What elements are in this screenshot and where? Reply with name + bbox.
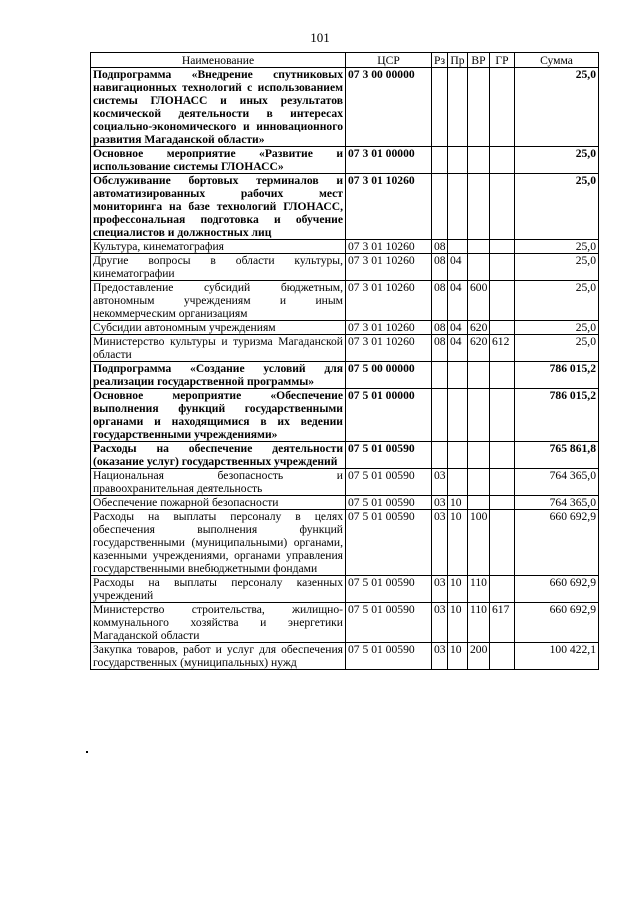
cell-vr	[468, 174, 490, 240]
cell-pr: 10	[448, 510, 468, 576]
cell-rz: 03	[432, 496, 448, 510]
cell-csr: 07 5 01 00590	[346, 576, 432, 603]
cell-sum: 660 692,9	[515, 510, 599, 576]
cell-name: Основное мероприятие «Обеспечение выполнения функций государственными органами и находящимися в их ведении государственными учреждениями»	[91, 389, 346, 442]
table-row	[91, 576, 599, 603]
cell-sum: 25,0	[515, 68, 599, 147]
cell-name: Обслуживание бортовых терминалов и автоматизированных рабочих мест мониторинга на базе технологий ГЛОНАСС, профессональная подготовка и обучение специалистов и должностных лиц	[91, 174, 346, 240]
cell-pr	[448, 469, 468, 496]
cell-rz	[432, 147, 448, 174]
cell-name: Расходы на обеспечение деятельности (оказание услуг) государственных учреждений	[91, 442, 346, 469]
cell-name: Расходы на выплаты персоналу в целях обеспечения выполнения функций государственными (муниципальными) органами, казенными учреждениями, органами управления государственными внебюджетными фондами	[91, 510, 346, 576]
cell-name: Обеспечение пожарной безопасности	[91, 496, 346, 510]
cell-pr: 10	[448, 496, 468, 510]
cell-vr	[468, 389, 490, 442]
cell-rz	[432, 442, 448, 469]
cell-sum: 764 365,0	[515, 469, 599, 496]
cell-rz	[432, 68, 448, 147]
cell-vr: 100	[468, 510, 490, 576]
cell-csr: 07 5 01 00590	[346, 442, 432, 469]
table-row	[91, 442, 599, 469]
cell-pr	[448, 147, 468, 174]
cell-sum: 660 692,9	[515, 576, 599, 603]
header-rz: Рз	[432, 53, 448, 68]
cell-rz: 03	[432, 603, 448, 643]
cell-gr	[490, 321, 515, 335]
table-row	[91, 254, 599, 281]
cell-name: Культура, кинематография	[91, 240, 346, 254]
page-number: 101	[310, 30, 330, 45]
cell-rz: 03	[432, 469, 448, 496]
cell-rz	[432, 362, 448, 389]
cell-pr: 04	[448, 281, 468, 321]
cell-rz: 08	[432, 240, 448, 254]
cell-rz: 08	[432, 321, 448, 335]
header-csr: ЦСР	[346, 53, 432, 68]
cell-csr: 07 3 00 00000	[346, 68, 432, 147]
cell-csr: 07 3 01 10260	[346, 174, 432, 240]
cell-name: Министерство культуры и туризма Магаданской области	[91, 335, 346, 362]
cell-gr	[490, 389, 515, 442]
cell-rz: 03	[432, 510, 448, 576]
stray-mark	[86, 751, 88, 753]
cell-csr: 07 3 01 10260	[346, 254, 432, 281]
cell-pr	[448, 174, 468, 240]
cell-pr: 04	[448, 321, 468, 335]
table-row	[91, 335, 599, 362]
cell-pr: 10	[448, 643, 468, 670]
cell-vr	[468, 362, 490, 389]
cell-gr	[490, 68, 515, 147]
cell-vr: 110	[468, 603, 490, 643]
cell-csr: 07 3 01 10260	[346, 240, 432, 254]
cell-csr: 07 5 01 00590	[346, 643, 432, 670]
header-sum: Сумма	[515, 53, 599, 68]
cell-name: Министерство строительства, жилищно-коммунального хозяйства и энергетики Магаданской области	[91, 603, 346, 643]
cell-pr	[448, 442, 468, 469]
cell-csr: 07 3 01 10260	[346, 335, 432, 362]
table-row	[91, 240, 599, 254]
table-row	[91, 281, 599, 321]
cell-vr: 620	[468, 335, 490, 362]
cell-rz	[432, 174, 448, 240]
table-row	[91, 321, 599, 335]
cell-rz: 08	[432, 281, 448, 321]
cell-csr: 07 5 01 00590	[346, 496, 432, 510]
cell-vr	[468, 254, 490, 281]
cell-vr: 620	[468, 321, 490, 335]
cell-vr	[468, 496, 490, 510]
header-pr: Пр	[448, 53, 468, 68]
cell-pr: 04	[448, 254, 468, 281]
cell-sum: 765 861,8	[515, 442, 599, 469]
cell-pr	[448, 68, 468, 147]
cell-vr: 200	[468, 643, 490, 670]
budget-table	[90, 52, 599, 670]
cell-name: Основное мероприятие «Развитие и использование системы ГЛОНАСС»	[91, 147, 346, 174]
cell-pr: 10	[448, 576, 468, 603]
cell-sum: 25,0	[515, 147, 599, 174]
cell-csr: 07 5 00 00000	[346, 362, 432, 389]
cell-gr: 612	[490, 335, 515, 362]
cell-rz: 03	[432, 576, 448, 603]
table-header-row	[91, 53, 599, 68]
cell-gr	[490, 147, 515, 174]
table-row	[91, 147, 599, 174]
table-row	[91, 603, 599, 643]
cell-gr	[490, 362, 515, 389]
cell-gr	[490, 240, 515, 254]
cell-sum: 764 365,0	[515, 496, 599, 510]
table-row	[91, 174, 599, 240]
cell-pr	[448, 389, 468, 442]
cell-rz: 08	[432, 335, 448, 362]
cell-vr	[468, 240, 490, 254]
table-row	[91, 389, 599, 442]
cell-vr: 600	[468, 281, 490, 321]
cell-sum: 786 015,2	[515, 362, 599, 389]
cell-vr	[468, 147, 490, 174]
cell-vr	[468, 469, 490, 496]
table-row	[91, 510, 599, 576]
cell-csr: 07 5 01 00590	[346, 603, 432, 643]
header-gr: ГР	[490, 53, 515, 68]
cell-name: Подпрограмма «Внедрение спутниковых навигационных технологий с использованием системы ГЛОНАСС и иных результатов космической деятельности в интересах социально-экономического и инновационного развития Магаданской области»	[91, 68, 346, 147]
cell-name: Субсидии автономным учреждениям	[91, 321, 346, 335]
cell-rz: 03	[432, 643, 448, 670]
cell-pr	[448, 362, 468, 389]
cell-csr: 07 3 01 10260	[346, 281, 432, 321]
cell-sum: 25,0	[515, 321, 599, 335]
cell-name: Предоставление субсидий бюджетным, автономным учреждениям и иным некоммерческим организациям	[91, 281, 346, 321]
cell-sum: 25,0	[515, 254, 599, 281]
cell-vr	[468, 442, 490, 469]
table-row	[91, 469, 599, 496]
cell-name: Национальная безопасность и правоохранительная деятельность	[91, 469, 346, 496]
cell-gr: 617	[490, 603, 515, 643]
cell-gr	[490, 576, 515, 603]
cell-csr: 07 5 01 00590	[346, 510, 432, 576]
cell-name: Другие вопросы в области культуры, кинематографии	[91, 254, 346, 281]
cell-csr: 07 5 01 00000	[346, 389, 432, 442]
cell-sum: 25,0	[515, 174, 599, 240]
cell-gr	[490, 469, 515, 496]
header-vr: ВР	[468, 53, 490, 68]
cell-pr	[448, 240, 468, 254]
table-row	[91, 643, 599, 670]
table-row	[91, 362, 599, 389]
cell-vr	[468, 68, 490, 147]
cell-sum: 25,0	[515, 335, 599, 362]
cell-rz: 08	[432, 254, 448, 281]
cell-name: Подпрограмма «Создание условий для реализации государственной программы»	[91, 362, 346, 389]
cell-pr: 10	[448, 603, 468, 643]
cell-gr	[490, 442, 515, 469]
cell-csr: 07 5 01 00590	[346, 469, 432, 496]
cell-gr	[490, 281, 515, 321]
cell-csr: 07 3 01 00000	[346, 147, 432, 174]
cell-sum: 25,0	[515, 281, 599, 321]
cell-vr: 110	[468, 576, 490, 603]
cell-gr	[490, 643, 515, 670]
table-row	[91, 496, 599, 510]
cell-name: Расходы на выплаты персоналу казенных учреждений	[91, 576, 346, 603]
cell-pr: 04	[448, 335, 468, 362]
cell-sum: 660 692,9	[515, 603, 599, 643]
table-row	[91, 68, 599, 147]
cell-sum: 786 015,2	[515, 389, 599, 442]
cell-csr: 07 3 01 10260	[346, 321, 432, 335]
cell-gr	[490, 510, 515, 576]
cell-gr	[490, 174, 515, 240]
cell-sum: 25,0	[515, 240, 599, 254]
cell-sum: 100 422,1	[515, 643, 599, 670]
cell-rz	[432, 389, 448, 442]
cell-gr	[490, 254, 515, 281]
header-name: Наименование	[91, 53, 346, 68]
cell-gr	[490, 496, 515, 510]
cell-name: Закупка товаров, работ и услуг для обеспечения государственных (муниципальных) нужд	[91, 643, 346, 670]
